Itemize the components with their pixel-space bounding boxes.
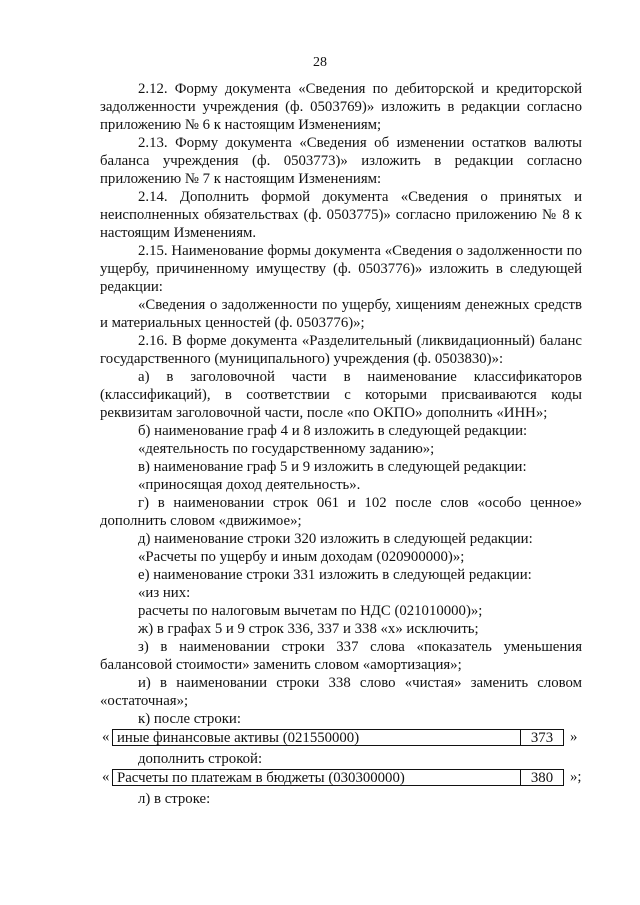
item-b: б) наименование граф 4 и 8 изложить в следующей редакции:: [138, 423, 528, 439]
quote-open: «: [102, 729, 110, 745]
item-k: к) после строки:: [138, 711, 241, 727]
table-row-2: [100, 769, 582, 788]
document-body: [100, 80, 582, 808]
item-v-quote: «приносящая доход деятельность».: [138, 477, 361, 493]
row-code-cell: 373: [520, 729, 564, 746]
paragraph-2-15: 2.15. Наименование формы документа «Сведения о задолженности по ущербу, причиненному имуществу (ф. 0503776)» изложить в следующей редакции:: [100, 243, 582, 295]
item-i: и) в наименовании строки 338 слово «чистая» заменить словом «остаточная»;: [100, 675, 582, 709]
item-b-quote: «деятельность по государственному заданию»;: [138, 441, 435, 457]
item-e-quote-2: расчеты по налоговым вычетам по НДС (021010000)»;: [138, 603, 483, 619]
item-l: л) в строке:: [138, 791, 211, 807]
item-d-quote: «Расчеты по ущербу и иным доходам (020900000)»;: [138, 549, 465, 565]
quote-close: »;: [570, 769, 582, 785]
item-a: а) в заголовочной части в наименование классификаторов (классификаций), в соответствии с которыми присваиваются коды реквизитам заголовочной части, после «по ОКПО» дополнить «ИНН»;: [100, 369, 582, 421]
quote-open: «: [102, 769, 110, 785]
item-g: г) в наименовании строк 061 и 102 после слов «особо ценное» дополнить словом «движимое»;: [100, 495, 582, 529]
table-row-1: [100, 729, 582, 748]
row-name-cell: Расчеты по платежам в бюджеты (030300000): [112, 769, 520, 786]
quote-close: »: [570, 729, 578, 745]
item-k-add: дополнить строкой:: [138, 751, 263, 767]
item-v: в) наименование граф 5 и 9 изложить в следующей редакции:: [138, 459, 527, 475]
page-number: 28: [313, 55, 327, 70]
row-name-cell: иные финансовые активы (021550000): [112, 729, 520, 746]
item-e: е) наименование строки 331 изложить в следующей редакции:: [138, 567, 532, 583]
paragraph-2-15-quote: «Сведения о задолженности по ущербу, хищениям денежных средств и материальных ценностей (ф. 0503776)»;: [100, 297, 582, 331]
item-d: д) наименование строки 320 изложить в следующей редакции:: [138, 531, 533, 547]
paragraph-2-13: 2.13. Форму документа «Сведения об изменении остатков валюты баланса учреждения (ф. 0503773)» изложить в редакции согласно приложению № 7 к настоящим Изменениям:: [100, 135, 582, 187]
paragraph-2-12: 2.12. Форму документа «Сведения по дебиторской и кредиторской задолженности учреждения (ф. 0503769)» изложить в редакции согласно приложению № 6 к настоящим Изменениям;: [100, 81, 582, 133]
row-code-cell: 380: [520, 769, 564, 786]
paragraph-2-14: 2.14. Дополнить формой документа «Сведения о принятых и неисполненных обязательствах (ф. 0503775)» согласно приложению № 8 к настоящим Изменениям.: [100, 189, 582, 241]
item-zh: ж) в графах 5 и 9 строк 336, 337 и 338 «х» исключить;: [138, 621, 479, 637]
paragraph-2-16: 2.16. В форме документа «Разделительный (ликвидационный) баланс государственного (муниципального) учреждения (ф. 0503830)»:: [100, 333, 582, 367]
item-e-quote-1: «из них:: [138, 585, 191, 601]
item-z: з) в наименовании строки 337 слова «показатель уменьшения балансовой стоимости» заменить словом «амортизация»;: [100, 639, 582, 673]
